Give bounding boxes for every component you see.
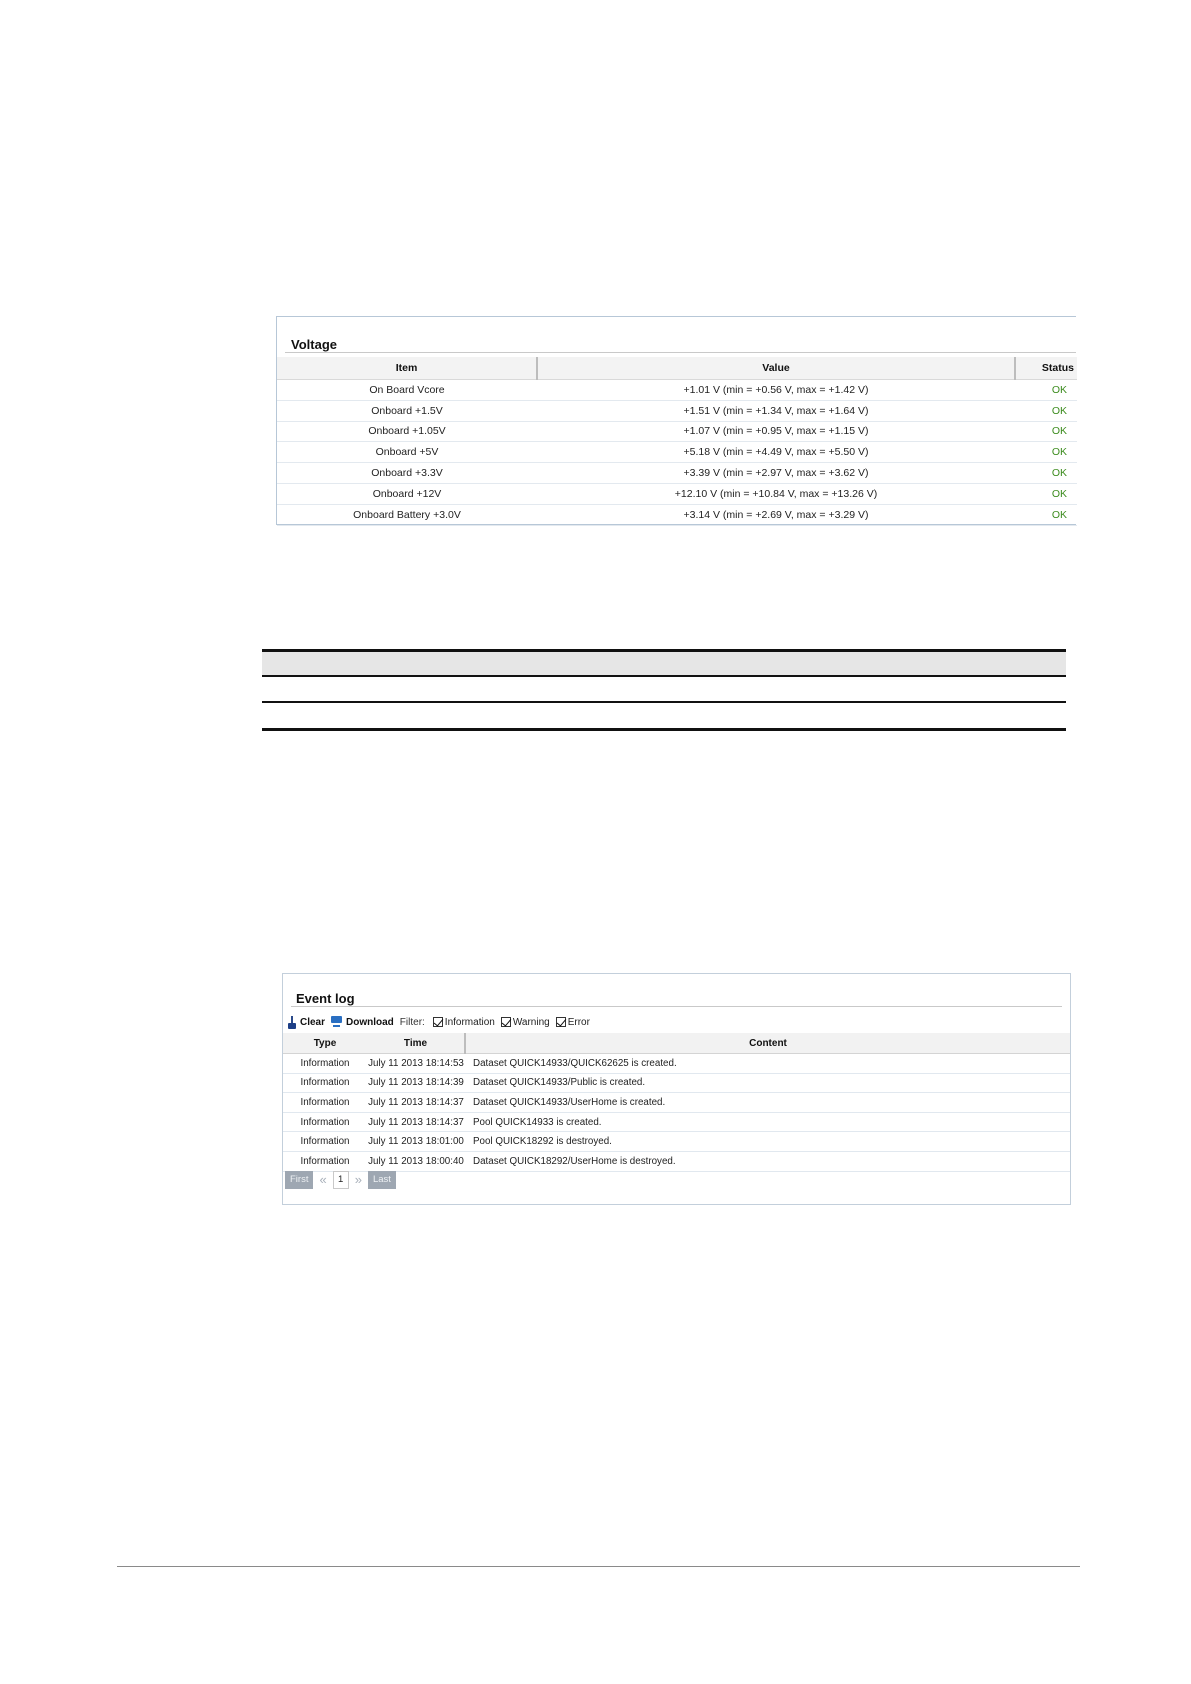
filter-error-checkbox[interactable] xyxy=(556,1017,590,1028)
checkbox-checked-icon[interactable] xyxy=(501,1017,511,1027)
voltage-item: Onboard +12V xyxy=(277,483,537,504)
voltage-table xyxy=(277,357,1077,526)
voltage-status: OK xyxy=(1015,380,1077,401)
event-type: Information xyxy=(283,1073,367,1093)
clear-button-label: Clear xyxy=(300,1016,326,1028)
empty-ruled-table xyxy=(262,649,1066,731)
table-row[interactable] xyxy=(283,1132,1070,1152)
event-content: Pool QUICK14933 is created. xyxy=(465,1112,1070,1132)
clear-button[interactable] xyxy=(288,1016,325,1029)
checkbox-checked-icon[interactable] xyxy=(433,1017,443,1027)
table-row[interactable] xyxy=(283,1073,1070,1093)
event-content: Dataset QUICK14933/UserHome is created. xyxy=(465,1093,1070,1113)
voltage-title: Voltage xyxy=(291,337,337,352)
voltage-item: Onboard +1.5V xyxy=(277,400,537,421)
column-header-value[interactable]: Value xyxy=(537,357,1015,380)
download-icon xyxy=(331,1016,342,1028)
event-type: Information xyxy=(283,1093,367,1113)
table-row xyxy=(277,483,1077,504)
page-number-button[interactable]: 1 xyxy=(333,1171,349,1189)
column-header-status[interactable]: Status xyxy=(1015,357,1077,380)
voltage-value: +1.51 V (min = +1.34 V, max = +1.64 V) xyxy=(537,400,1015,421)
voltage-title-divider xyxy=(285,352,1076,353)
voltage-value: +1.01 V (min = +0.56 V, max = +1.42 V) xyxy=(537,380,1015,401)
voltage-value: +12.10 V (min = +10.84 V, max = +13.26 V) xyxy=(537,483,1015,504)
event-time: July 11 2013 18:00:40 xyxy=(367,1151,465,1171)
table-row xyxy=(277,400,1077,421)
table-row xyxy=(277,442,1077,463)
table-row[interactable] xyxy=(283,1151,1070,1171)
voltage-status: OK xyxy=(1015,421,1077,442)
voltage-item: On Board Vcore xyxy=(277,380,537,401)
table-row xyxy=(277,463,1077,484)
prev-page-icon[interactable]: « xyxy=(319,1172,327,1187)
column-header-item[interactable]: Item xyxy=(277,357,537,380)
event-time: July 11 2013 18:14:39 xyxy=(367,1073,465,1093)
last-page-button[interactable]: Last xyxy=(368,1171,396,1189)
pagination xyxy=(285,1171,396,1189)
event-log-title-divider xyxy=(291,1006,1062,1007)
checkbox-checked-icon[interactable] xyxy=(556,1017,566,1027)
event-type: Information xyxy=(283,1112,367,1132)
column-header-content[interactable]: Content xyxy=(465,1033,1070,1054)
voltage-value: +1.07 V (min = +0.95 V, max = +1.15 V) xyxy=(537,421,1015,442)
voltage-status: OK xyxy=(1015,442,1077,463)
ruled-table-row xyxy=(262,677,1066,703)
voltage-value: +3.39 V (min = +2.97 V, max = +3.62 V) xyxy=(537,463,1015,484)
download-button-label: Download xyxy=(346,1016,394,1028)
voltage-item: Onboard +1.05V xyxy=(277,421,537,442)
event-log-title: Event log xyxy=(296,991,355,1006)
first-page-button[interactable]: First xyxy=(285,1171,313,1189)
filter-warning-checkbox[interactable] xyxy=(501,1017,550,1028)
event-log-header-row xyxy=(283,1033,1070,1054)
event-type: Information xyxy=(283,1151,367,1171)
table-row xyxy=(277,421,1077,442)
voltage-value: +5.18 V (min = +4.49 V, max = +5.50 V) xyxy=(537,442,1015,463)
event-type: Information xyxy=(283,1132,367,1152)
broom-icon xyxy=(288,1016,296,1029)
footer-divider xyxy=(117,1566,1080,1567)
voltage-item: Onboard Battery +3.0V xyxy=(277,504,537,525)
filter-error-label: Error xyxy=(567,1016,590,1028)
event-content: Dataset QUICK14933/QUICK62625 is created. xyxy=(465,1054,1070,1074)
event-log-table xyxy=(283,1033,1070,1172)
table-row[interactable] xyxy=(283,1112,1070,1132)
voltage-value: +3.14 V (min = +2.69 V, max = +3.29 V) xyxy=(537,504,1015,525)
event-time: July 11 2013 18:14:37 xyxy=(367,1112,465,1132)
voltage-status: OK xyxy=(1015,504,1077,525)
voltage-header-row xyxy=(277,357,1077,380)
event-log-panel xyxy=(282,973,1071,1205)
voltage-status: OK xyxy=(1015,463,1077,484)
filter-label: Filter: xyxy=(399,1016,425,1028)
table-row[interactable] xyxy=(283,1093,1070,1113)
event-time: July 11 2013 18:14:37 xyxy=(367,1093,465,1113)
ruled-table-header-row xyxy=(262,649,1066,677)
table-row xyxy=(277,380,1077,401)
table-row xyxy=(277,504,1077,525)
download-button[interactable] xyxy=(331,1016,394,1028)
filter-information-label: Information xyxy=(444,1016,495,1028)
voltage-status: OK xyxy=(1015,400,1077,421)
voltage-item: Onboard +5V xyxy=(277,442,537,463)
next-page-icon[interactable]: » xyxy=(354,1172,362,1187)
column-header-type[interactable]: Type xyxy=(283,1033,367,1054)
table-row[interactable] xyxy=(283,1054,1070,1074)
event-content: Dataset QUICK18292/UserHome is destroyed. xyxy=(465,1151,1070,1171)
voltage-status: OK xyxy=(1015,483,1077,504)
column-header-time[interactable]: Time xyxy=(367,1033,465,1054)
event-time: July 11 2013 18:14:53 xyxy=(367,1054,465,1074)
event-content: Dataset QUICK14933/Public is created. xyxy=(465,1073,1070,1093)
event-time: July 11 2013 18:01:00 xyxy=(367,1132,465,1152)
filter-warning-label: Warning xyxy=(512,1016,550,1028)
filter-information-checkbox[interactable] xyxy=(433,1017,495,1028)
event-type: Information xyxy=(283,1054,367,1074)
voltage-item: Onboard +3.3V xyxy=(277,463,537,484)
ruled-table-row xyxy=(262,703,1066,731)
voltage-panel xyxy=(276,316,1076,525)
event-log-toolbar xyxy=(288,1014,596,1030)
event-content: Pool QUICK18292 is destroyed. xyxy=(465,1132,1070,1152)
